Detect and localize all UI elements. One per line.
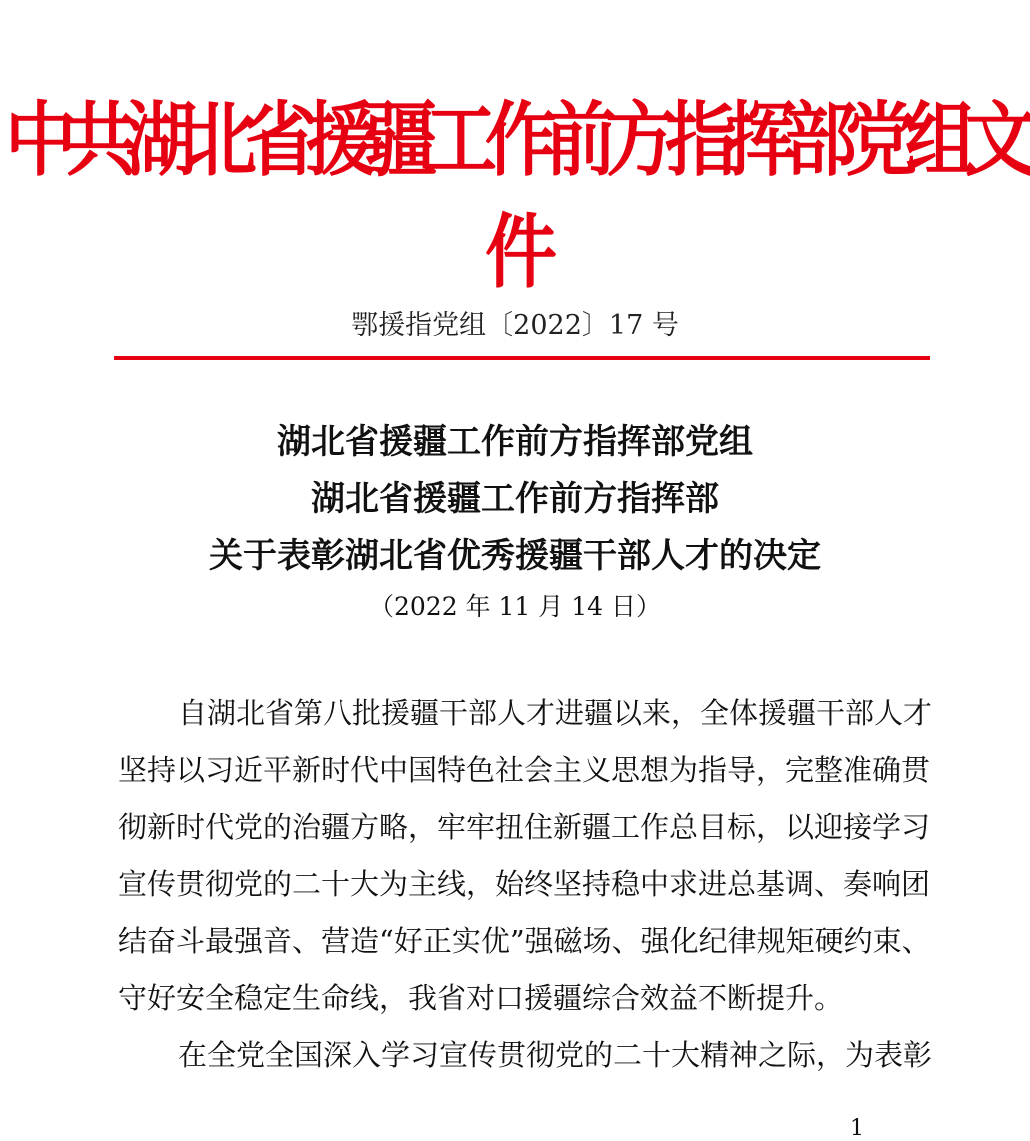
paragraph-2-line: 在全党全国深入学习宣传贯彻党的二十大精神之际，为表彰 — [178, 1038, 933, 1072]
document-date: （2022 年 11 月 14 日） — [369, 592, 661, 621]
paragraph-1-line: 自湖北省第八批援疆干部人才进疆以来，全体援疆干部人才 — [178, 696, 933, 730]
paragraph-1-line: 彻新时代党的治疆方略，牢牢扭住新疆工作总目标，以迎接学习 — [118, 810, 931, 844]
document-masthead: 中共湖北省援疆工作前方指挥部党组文件 — [4, 92, 1025, 300]
title-line-3: 关于表彰湖北省优秀援疆干部人才的决定 — [209, 536, 821, 576]
paragraph-1-line: 结奋斗最强音、营造“好正实优”强磁场、强化纪律规矩硬约束、 — [118, 924, 931, 958]
paragraph-1-line: 守好安全稳定生命线，我省对口援疆综合效益不断提升。 — [118, 981, 844, 1015]
paragraph-1-line: 宣传贯彻党的二十大为主线，始终坚持稳中求进总基调、奏响团 — [118, 867, 931, 901]
page-number: 1 — [850, 1116, 864, 1141]
title-line-2: 湖北省援疆工作前方指挥部 — [311, 479, 719, 519]
paragraph-1-line: 坚持以习近平新时代中国特色社会主义思想为指导，完整准确贯 — [118, 753, 931, 787]
red-divider-line — [114, 356, 930, 360]
document-number: 鄂援指党组〔2022〕17 号 — [351, 310, 679, 341]
title-line-1: 湖北省援疆工作前方指挥部党组 — [277, 422, 753, 462]
